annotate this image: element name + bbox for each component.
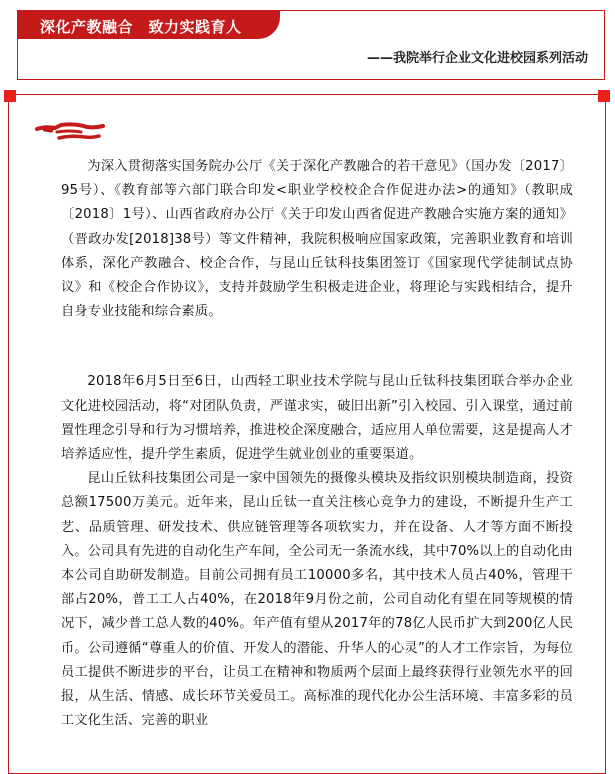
corner-square-icon <box>4 90 16 102</box>
article-body <box>61 155 573 733</box>
header-title-tab <box>18 11 280 39</box>
page-title: 深化产教融合 致力实践育人 <box>40 18 242 36</box>
paragraph-spacer <box>61 324 573 346</box>
article-paragraph: 昆山丘钛科技集团公司是一家中国领先的摄像头模块及指纹识别模块制造商，投资总额17500万美元。近年来，昆山丘钛一直关注核心竞争力的建设，不断提升生产工艺、品质管理、研发技术、供应链管理等各项软实力，并在设备、人才等方面不断投入。公司具有先进的自动化生产车间，全公司无一条流水线，其中70%以上的自动化由本公司自助研发制造。目前公司拥有员工10000多名，其中技术人员占40%，管理干部占20%，普工工人占40%，在2018年9月份之前，公司自动化有望在同等规模的情况下，减少普工总人数的40%。年产值有望从2017年的78亿人民币扩大到200亿人民币。公司遵循“尊重人的价值、开发人的潜能、升华人的心灵”的人才工作宗旨，为每位员工提供不断进步的平台，让员工在精神和物质两个层面上最终获得行业领先水平的回报，从生活、情感、成长环节关爱员工。高标准的现代化办公生活环境、丰富多彩的员工文化生活、完善的职业 <box>61 471 573 729</box>
header-banner <box>17 10 605 80</box>
corner-square-icon <box>598 90 610 102</box>
article-frame <box>8 94 606 774</box>
page-subtitle: ——我院举行企业文化进校园系列活动 <box>366 51 588 66</box>
brush-stroke-ornament-icon <box>35 119 107 143</box>
article-paragraph: 2018年6月5日至6日，山西轻工职业技术学院与昆山丘钛科技集团联合举办企业文化进校园活动，将“对团队负责，严谨求实，破旧出新”引入校园、引入课堂，通过前置性理念引导和行为习惯培养，推进校企深度融合，适应用人单位需要，这是提高人才培养适应性，提升学生素质，促进学生就业创业的重要渠道。 <box>61 374 573 463</box>
article-paragraph: 为深入贯彻落实国务院办公厅《关于深化产教融合的若干意见》（国办发〔2017〕95号）、《教育部等六部门联合印发<职业学校校企合作促进办法>的通知》（教职成〔2018〕1号）、山西省政府办公厅《关于印发山西省促进产教融合实施方案的通知》（晋政办发[2018]38号）等文件精神，我院积极响应国家政策，完善职业教育和培训体系，深化产教融合、校企合作，与昆山丘钛科技集团签订《国家现代学徒制试点协议》和《校企合作协议》，支持并鼓励学生积极走进企业，将理论与实践相结合，提升自身专业技能和综合素质。 <box>61 159 573 320</box>
